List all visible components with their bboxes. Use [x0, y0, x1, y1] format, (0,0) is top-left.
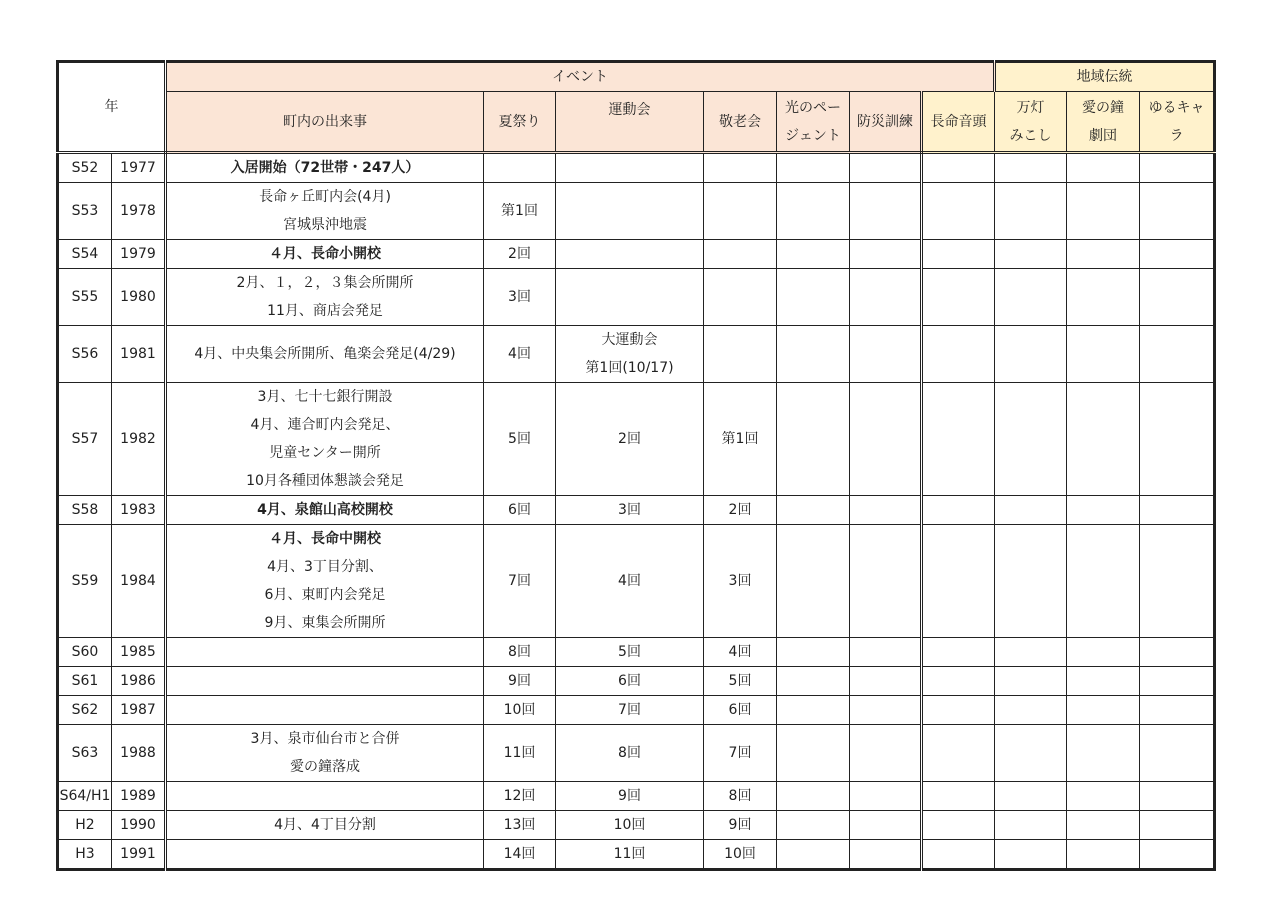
bell-cell: [1067, 525, 1140, 638]
era-cell: H3: [58, 840, 112, 870]
event-line: 入居開始（72世帯・247人）: [230, 160, 420, 176]
event-line: ４月、長命中開校: [269, 531, 381, 547]
year-cell: 1987: [112, 696, 166, 725]
era-cell: S60: [58, 638, 112, 667]
col-disaster-header: 防災訓練: [850, 92, 922, 153]
elderly-cell: [704, 326, 777, 383]
summer-cell: 13回: [484, 811, 556, 840]
bell-cell: [1067, 667, 1140, 696]
era-cell: S62: [58, 696, 112, 725]
mikoshi-cell: [995, 496, 1067, 525]
table-row: [58, 811, 1215, 840]
disaster-cell: [850, 326, 922, 383]
bell-cell: [1067, 269, 1140, 326]
elderly-cell: [704, 269, 777, 326]
table-row: [58, 725, 1215, 782]
summer-cell: 10回: [484, 696, 556, 725]
sports-line: 第1回(10/17): [585, 360, 674, 376]
elderly-cell: 9回: [704, 811, 777, 840]
events-cell: [166, 811, 484, 840]
event-line: 4月、3丁目分割、: [267, 559, 383, 575]
year-cell: 1990: [112, 811, 166, 840]
elderly-cell: 7回: [704, 725, 777, 782]
mascot-cell: [1140, 240, 1215, 269]
disaster-cell: [850, 269, 922, 326]
events-cell: [166, 383, 484, 496]
table-row: [58, 183, 1215, 240]
sports-cell: [556, 696, 704, 725]
bell-cell: [1067, 840, 1140, 870]
events-cell: [166, 667, 484, 696]
sports-line: 5回: [618, 644, 641, 660]
elderly-cell: 5回: [704, 667, 777, 696]
year-cell: 1978: [112, 183, 166, 240]
table-row: [58, 269, 1215, 326]
disaster-cell: [850, 525, 922, 638]
era-cell: S57: [58, 383, 112, 496]
year-cell: 1979: [112, 240, 166, 269]
event-line: 3月、七十七銀行開設: [257, 389, 393, 405]
sports-line: 2回: [618, 431, 641, 447]
era-cell: H2: [58, 811, 112, 840]
disaster-cell: [850, 696, 922, 725]
sports-cell: [556, 667, 704, 696]
mikoshi-cell: [995, 811, 1067, 840]
elderly-cell: 第1回: [704, 383, 777, 496]
event-line: 児童センター開所: [269, 445, 381, 461]
summer-cell: 11回: [484, 725, 556, 782]
events-cell: [166, 269, 484, 326]
ondo-cell: [922, 696, 995, 725]
table-row: [58, 782, 1215, 811]
year-cell: 1989: [112, 782, 166, 811]
sports-line: 9回: [618, 788, 641, 804]
sports-line: 大運動会: [601, 332, 658, 348]
era-cell: S63: [58, 725, 112, 782]
elderly-cell: 6回: [704, 696, 777, 725]
table-body: [58, 153, 1215, 870]
ondo-cell: [922, 326, 995, 383]
mikoshi-cell: [995, 840, 1067, 870]
sports-line: 11回: [613, 846, 646, 862]
bell-cell: [1067, 811, 1140, 840]
disaster-cell: [850, 240, 922, 269]
event-line: 4月、中央集会所開所、亀楽会発足(4/29): [194, 346, 456, 362]
elderly-cell: 3回: [704, 525, 777, 638]
summer-cell: 9回: [484, 667, 556, 696]
sports-line: 10回: [613, 817, 646, 833]
mascot-cell: [1140, 696, 1215, 725]
sports-line: 4回: [618, 573, 641, 589]
mascot-cell: [1140, 725, 1215, 782]
table-row: [58, 525, 1215, 638]
sports-cell: [556, 840, 704, 870]
elderly-cell: [704, 153, 777, 183]
event-line: ４月、長命小開校: [269, 246, 381, 262]
pageant-cell: [777, 496, 850, 525]
events-cell: [166, 840, 484, 870]
col-pageant-header: 光のペー ジェント: [777, 92, 850, 153]
sports-line: 7回: [618, 702, 641, 718]
era-cell: S64/H1: [58, 782, 112, 811]
year-cell: 1983: [112, 496, 166, 525]
ondo-cell: [922, 667, 995, 696]
table-row: [58, 326, 1215, 383]
event-line: 3月、泉市仙台市と合併: [250, 731, 400, 747]
event-line: 11月、商店会発足: [267, 303, 383, 319]
col-bell-header: 愛の鐘 劇団: [1067, 92, 1140, 153]
year-cell: 1988: [112, 725, 166, 782]
col-events-header: 町内の出来事: [166, 92, 484, 153]
tradition-group-header: 地域伝統: [995, 62, 1215, 92]
event-line: 10月各種団体懇談会発足: [246, 473, 404, 489]
year-cell: 1980: [112, 269, 166, 326]
era-cell: S56: [58, 326, 112, 383]
sports-cell: [556, 811, 704, 840]
ondo-cell: [922, 840, 995, 870]
col-ondo-header: 長命音頭: [922, 92, 995, 153]
events-cell: [166, 240, 484, 269]
ondo-cell: [922, 811, 995, 840]
event-line: 9月、東集会所開所: [264, 615, 386, 631]
event-line: 4月、連合町内会発足、: [250, 417, 400, 433]
table-row: [58, 153, 1215, 183]
mikoshi-cell: [995, 782, 1067, 811]
year-cell: 1986: [112, 667, 166, 696]
events-cell: [166, 183, 484, 240]
table-row: [58, 240, 1215, 269]
mascot-cell: [1140, 183, 1215, 240]
ondo-cell: [922, 525, 995, 638]
pageant-cell: [777, 153, 850, 183]
sports-cell: [556, 782, 704, 811]
ondo-cell: [922, 183, 995, 240]
disaster-cell: [850, 667, 922, 696]
ondo-cell: [922, 240, 995, 269]
elderly-cell: [704, 240, 777, 269]
bell-cell: [1067, 240, 1140, 269]
table-row: [58, 383, 1215, 496]
events-cell: [166, 496, 484, 525]
bell-cell: [1067, 496, 1140, 525]
pageant-cell: [777, 269, 850, 326]
ondo-cell: [922, 725, 995, 782]
bell-cell: [1067, 326, 1140, 383]
era-cell: S61: [58, 667, 112, 696]
pageant-cell: [777, 725, 850, 782]
mikoshi-cell: [995, 638, 1067, 667]
event-line: 4月、泉館山高校開校: [257, 502, 393, 518]
mascot-cell: [1140, 326, 1215, 383]
pageant-cell: [777, 326, 850, 383]
elderly-cell: 2回: [704, 496, 777, 525]
col-mikoshi-header: 万灯 みこし: [995, 92, 1067, 153]
era-cell: S55: [58, 269, 112, 326]
era-cell: S52: [58, 153, 112, 183]
col-mascot-header: ゆるキャ ラ: [1140, 92, 1215, 153]
year-cell: 1977: [112, 153, 166, 183]
sports-line: 6回: [618, 673, 641, 689]
mikoshi-cell: [995, 269, 1067, 326]
table-row: [58, 638, 1215, 667]
disaster-cell: [850, 811, 922, 840]
disaster-cell: [850, 638, 922, 667]
history-table: [56, 60, 1216, 871]
mikoshi-cell: [995, 183, 1067, 240]
col-sports-header: 運動会: [556, 92, 704, 153]
summer-cell: 第1回: [484, 183, 556, 240]
pageant-cell: [777, 383, 850, 496]
summer-cell: 8回: [484, 638, 556, 667]
table-row: [58, 840, 1215, 870]
ondo-cell: [922, 153, 995, 183]
pageant-cell: [777, 840, 850, 870]
mascot-cell: [1140, 811, 1215, 840]
event-group-header: イベント: [166, 62, 995, 92]
mascot-cell: [1140, 269, 1215, 326]
mikoshi-cell: [995, 725, 1067, 782]
year-header: 年: [58, 62, 166, 153]
sports-cell: [556, 183, 704, 240]
mascot-cell: [1140, 525, 1215, 638]
event-line: 6月、東町内会発足: [264, 587, 386, 603]
summer-cell: 12回: [484, 782, 556, 811]
bell-cell: [1067, 725, 1140, 782]
mikoshi-cell: [995, 383, 1067, 496]
sports-cell: [556, 240, 704, 269]
disaster-cell: [850, 782, 922, 811]
era-cell: S59: [58, 525, 112, 638]
ondo-cell: [922, 383, 995, 496]
mascot-cell: [1140, 667, 1215, 696]
table-row: [58, 667, 1215, 696]
events-cell: [166, 638, 484, 667]
events-cell: [166, 326, 484, 383]
table-row: [58, 496, 1215, 525]
disaster-cell: [850, 383, 922, 496]
year-cell: 1981: [112, 326, 166, 383]
sports-line: 8回: [618, 745, 641, 761]
pageant-cell: [777, 696, 850, 725]
ondo-cell: [922, 638, 995, 667]
era-cell: S58: [58, 496, 112, 525]
ondo-cell: [922, 496, 995, 525]
disaster-cell: [850, 153, 922, 183]
pageant-cell: [777, 183, 850, 240]
mascot-cell: [1140, 496, 1215, 525]
pageant-cell: [777, 525, 850, 638]
summer-cell: 6回: [484, 496, 556, 525]
disaster-cell: [850, 496, 922, 525]
event-line: 4月、4丁目分割: [274, 817, 376, 833]
summer-cell: [484, 153, 556, 183]
summer-cell: 4回: [484, 326, 556, 383]
events-cell: [166, 725, 484, 782]
pageant-cell: [777, 638, 850, 667]
elderly-cell: [704, 183, 777, 240]
disaster-cell: [850, 725, 922, 782]
pageant-cell: [777, 240, 850, 269]
events-cell: [166, 696, 484, 725]
sports-cell: [556, 153, 704, 183]
era-cell: S53: [58, 183, 112, 240]
event-line: 長命ヶ丘町内会(4月): [259, 189, 391, 205]
summer-cell: 7回: [484, 525, 556, 638]
bell-cell: [1067, 383, 1140, 496]
mikoshi-cell: [995, 153, 1067, 183]
pageant-cell: [777, 811, 850, 840]
elderly-cell: 4回: [704, 638, 777, 667]
mikoshi-cell: [995, 240, 1067, 269]
sports-cell: [556, 525, 704, 638]
mikoshi-cell: [995, 696, 1067, 725]
mascot-cell: [1140, 383, 1215, 496]
col-summer-header: 夏祭り: [484, 92, 556, 153]
era-cell: S54: [58, 240, 112, 269]
pageant-cell: [777, 782, 850, 811]
summer-cell: 3回: [484, 269, 556, 326]
sports-cell: [556, 638, 704, 667]
sports-cell: [556, 326, 704, 383]
event-line: 2月、１，２，３集会所開所: [236, 275, 414, 291]
event-line: 愛の鐘落成: [290, 759, 360, 775]
elderly-cell: 10回: [704, 840, 777, 870]
sports-cell: [556, 496, 704, 525]
bell-cell: [1067, 696, 1140, 725]
pageant-cell: [777, 667, 850, 696]
bell-cell: [1067, 183, 1140, 240]
year-cell: 1984: [112, 525, 166, 638]
year-cell: 1982: [112, 383, 166, 496]
mikoshi-cell: [995, 326, 1067, 383]
events-cell: [166, 782, 484, 811]
summer-cell: 5回: [484, 383, 556, 496]
bell-cell: [1067, 782, 1140, 811]
ondo-cell: [922, 782, 995, 811]
table-row: [58, 696, 1215, 725]
disaster-cell: [850, 183, 922, 240]
sports-cell: [556, 725, 704, 782]
year-cell: 1991: [112, 840, 166, 870]
sports-line: 3回: [618, 502, 641, 518]
ondo-cell: [922, 269, 995, 326]
summer-cell: 2回: [484, 240, 556, 269]
mascot-cell: [1140, 782, 1215, 811]
summer-cell: 14回: [484, 840, 556, 870]
sports-cell: [556, 269, 704, 326]
mikoshi-cell: [995, 667, 1067, 696]
events-cell: [166, 153, 484, 183]
col-elderly-header: 敬老会: [704, 92, 777, 153]
mascot-cell: [1140, 153, 1215, 183]
bell-cell: [1067, 153, 1140, 183]
event-line: 宮城県沖地震: [283, 217, 367, 233]
mascot-cell: [1140, 840, 1215, 870]
sports-cell: [556, 383, 704, 496]
year-cell: 1985: [112, 638, 166, 667]
mikoshi-cell: [995, 525, 1067, 638]
elderly-cell: 8回: [704, 782, 777, 811]
events-cell: [166, 525, 484, 638]
disaster-cell: [850, 840, 922, 870]
mascot-cell: [1140, 638, 1215, 667]
bell-cell: [1067, 638, 1140, 667]
